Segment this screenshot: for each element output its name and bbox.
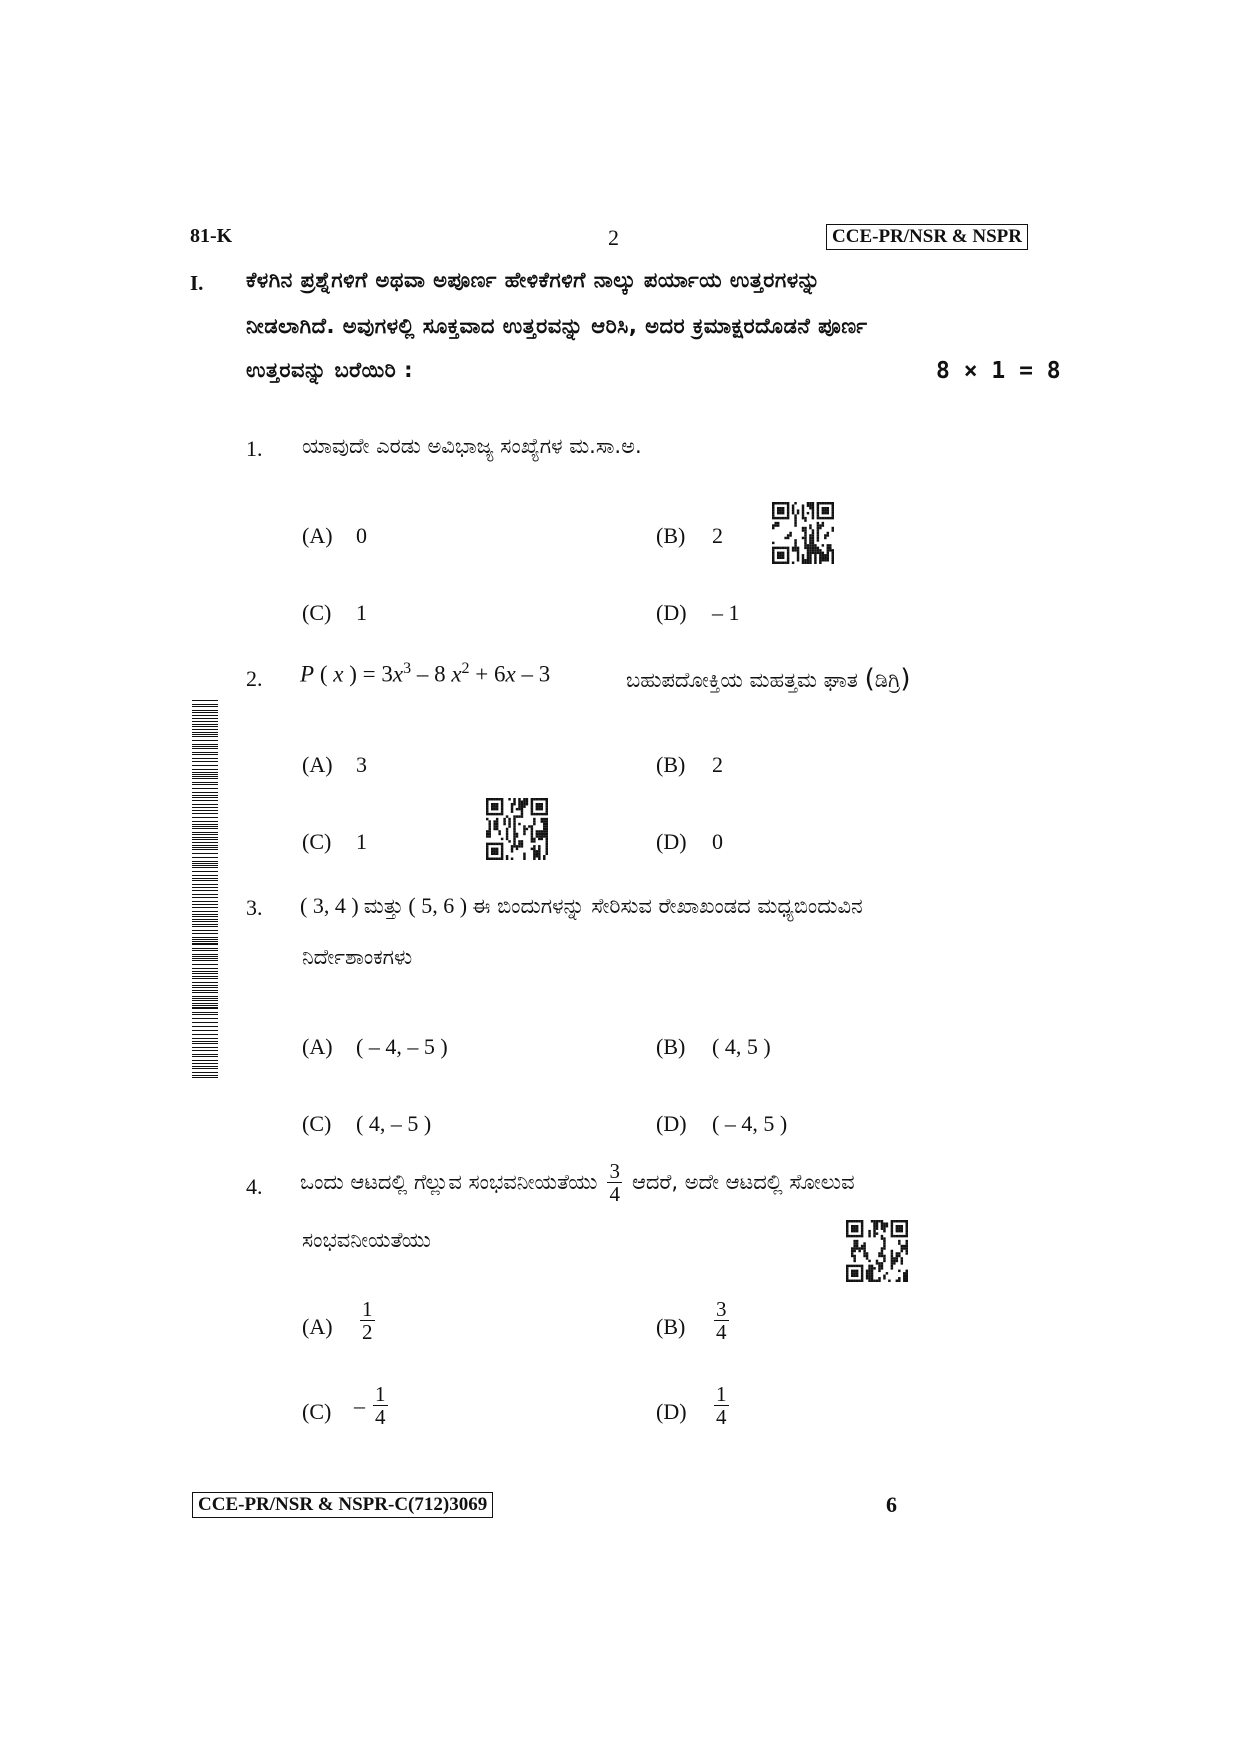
option-value: $\frac{1}{2}$: [362, 1297, 373, 1345]
option-value: ( 4, 5 ): [712, 1034, 771, 1059]
option-value: ( – 4, 5 ): [712, 1111, 788, 1136]
question-number: 3.: [246, 895, 263, 920]
question-text-line-2: ನಿರ್ದೇಶಾಂಕಗಳು: [302, 945, 413, 969]
series-code: CCE-PR/NSR & NSPR: [826, 224, 1028, 250]
option-value: 2: [712, 523, 723, 548]
section-marks: 8 × 1 = 8: [936, 358, 1061, 384]
option-value: 0: [356, 523, 367, 548]
question-number: 4.: [246, 1174, 263, 1199]
footer-code: CCE-PR/NSR & NSPR-C(712)3069: [192, 1492, 493, 1518]
question-text-line-2: ಸಂಭವನೀಯತೆಯು: [302, 1228, 431, 1252]
option-value: 0: [712, 829, 723, 854]
question-text: ಬಹುಪದೋಕ್ತಿಯ ಮಹತ್ತಮ ಘಾತ (ಡಿಗ್ರಿ): [626, 664, 911, 694]
option-label: (D): [656, 1111, 687, 1136]
option-label: (C): [302, 600, 332, 625]
polynomial-expression: P ( x ) = $3x^3 - 8$ $x^2 + 6x - 3$: [300, 660, 551, 687]
option-label: (B): [656, 523, 686, 548]
option-label: (C): [302, 1111, 332, 1136]
option-value: 1: [356, 600, 367, 625]
instruction-line-3: ಉತ್ತರವನ್ನು ಬರೆಯಿರಿ :: [246, 358, 413, 382]
option-value: $\frac{3}{4}$: [716, 1297, 727, 1345]
qr-code-image: [486, 798, 548, 860]
fraction: $\frac{3}{4}$: [609, 1159, 620, 1207]
option-label: (C): [302, 829, 332, 854]
option-label: (B): [656, 752, 686, 777]
option-label: (D): [656, 600, 687, 625]
qr-code-image: [772, 502, 834, 564]
question-text-line-1: ಒಂದು ಆಟದಲ್ಲಿ ಗೆಲ್ಲುವ ಸಂಭವನೀಯತೆಯು $\frac{3}{4}$ ಆದರೆ, ಅದೇ ಆಟದಲ್ಲಿ ಸೋಲುವ: [300, 1159, 855, 1207]
barcode-image: [192, 700, 218, 1080]
option-value: – 1: [712, 600, 740, 625]
qr-code-image: [846, 1220, 908, 1282]
question-text-line-1: ( 3, 4 ) ಮತ್ತು ( 5, 6 ) ಈ ಬಿಂದುಗಳನ್ನು ಸೇರಿಸುವ ರೇಖಾಖಂಡದ ಮಧ್ಯಬಿಂದುವಿನ: [300, 893, 863, 918]
option-label: (B): [656, 1034, 686, 1059]
option-label: (B): [656, 1314, 686, 1339]
page-number: 2: [608, 225, 619, 250]
option-value: ( 4, – 5 ): [356, 1111, 432, 1136]
section-number: I.: [190, 271, 204, 295]
option-value: 2: [712, 752, 723, 777]
option-value: 1: [356, 829, 367, 854]
option-label: (A): [302, 1314, 333, 1339]
sheet-number: 6: [886, 1492, 897, 1517]
option-value: ( – 4, – 5 ): [356, 1034, 448, 1059]
question-text: ಯಾವುದೇ ಎರಡು ಅವಿಭಾಜ್ಯ ಸಂಖ್ಯೆಗಳ ಮ.ಸಾ.ಅ.: [302, 434, 642, 458]
option-value: $\frac{1}{4}$: [716, 1382, 727, 1430]
question-number: 2.: [246, 666, 263, 691]
option-label: (D): [656, 829, 687, 854]
option-label: (A): [302, 1034, 333, 1059]
option-label: (A): [302, 523, 333, 548]
option-value: 3: [356, 752, 367, 777]
option-value: – $\frac{1}{4}$: [354, 1382, 386, 1430]
paper-code: 81-K: [190, 225, 233, 247]
option-label: (C): [302, 1399, 332, 1424]
question-number: 1.: [246, 436, 263, 461]
option-label: (A): [302, 752, 333, 777]
option-label: (D): [656, 1399, 687, 1424]
instruction-line-2: ನೀಡಲಾಗಿದೆ. ಅವುಗಳಲ್ಲಿ ಸೂಕ್ತವಾದ ಉತ್ತರವನ್ನು ಆರಿಸಿ, ಅದರ ಕ್ರಮಾಕ್ಷರದೊಡನೆ ಪೂರ್ಣ: [246, 314, 868, 338]
instruction-line-1: ಕೆಳಗಿನ ಪ್ರಶ್ನೆಗಳಿಗೆ ಅಥವಾ ಅಪೂರ್ಣ ಹೇಳಿಕೆಗಳಿಗೆ ನಾಲ್ಕು ಪರ್ಯಾಯ ಉತ್ತರಗಳನ್ನು: [246, 268, 821, 292]
